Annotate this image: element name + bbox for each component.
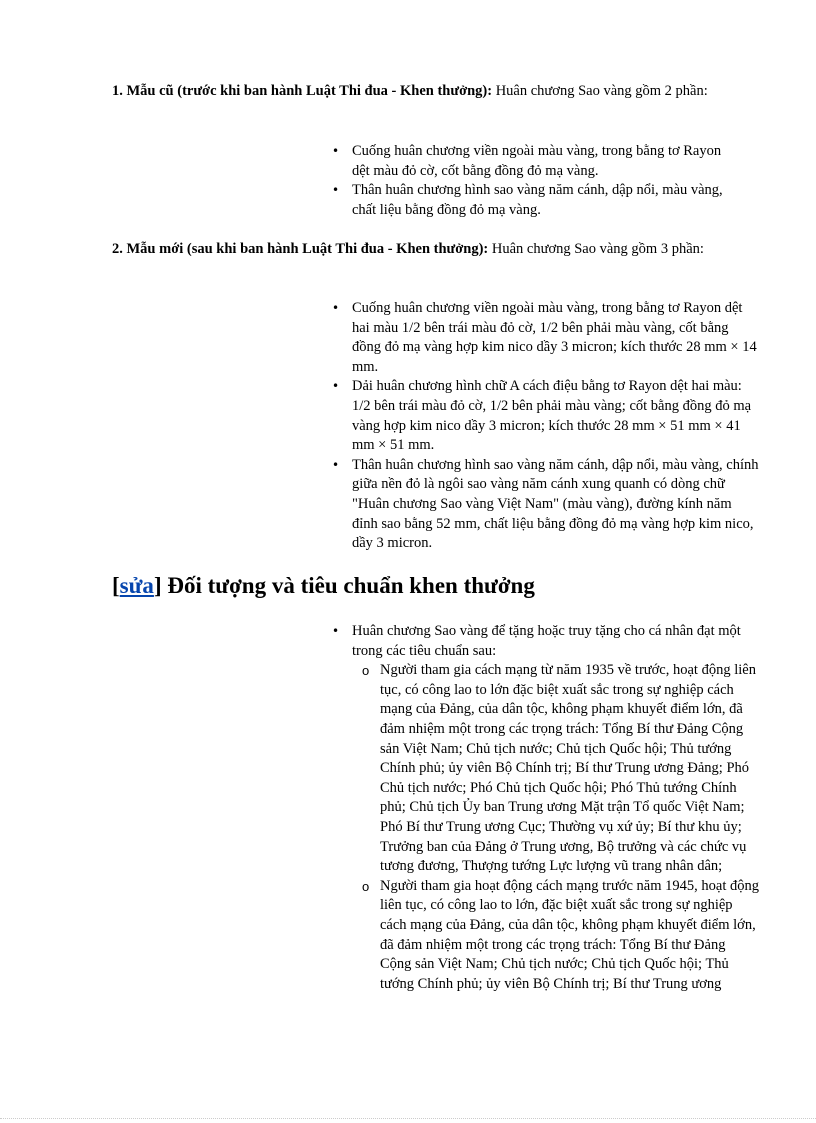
section-title: Đối tượng và tiêu chuẩn khen thưởng xyxy=(161,573,535,598)
criteria-sublist xyxy=(360,661,760,994)
new-design-paragraph xyxy=(112,240,744,260)
sub-list-item: o Người tham gia hoạt động cách mạng trước năm 1945, hoạt động liên tục, có công lao to lớn, đặc biệt xuất sắc trong sự nghiệp cách mạng của Đảng, của dân tộc, không phạm khuyết điểm lớn, đã đảm nhiệm một trong các trọng trách: Tổng Bí thư Đảng Cộng sản Việt Nam; Chủ tịch nước; Chủ tịch Quốc hội; Thủ tướng Chính phủ; ủy viên Bộ Chính trị; Bí thư Trung ương xyxy=(360,877,760,995)
bracket-open: [ xyxy=(112,573,120,598)
bracket-close: ] xyxy=(153,573,162,598)
criteria-list xyxy=(330,622,760,994)
criteria-intro: Huân chương Sao vàng để tặng hoặc truy tặng cho cá nhân đạt một trong các tiêu chuẩn sau: xyxy=(352,623,741,659)
list-item: • Cuống huân chương viền ngoài màu vàng, trong bằng tơ Rayon dệt màu đỏ cờ, cốt bằng đồng đỏ mạ vàng. xyxy=(330,142,730,181)
old-design-list xyxy=(330,142,730,220)
page-bottom-divider xyxy=(0,1118,816,1119)
new-design-heading: 2. Mẫu mới (sau khi ban hành Luật Thi đua - Khen thưởng): xyxy=(112,241,489,257)
old-design-heading: 1. Mẫu cũ (trước khi ban hành Luật Thi đua - Khen thưởng): xyxy=(112,83,493,99)
old-design-paragraph xyxy=(112,82,744,102)
old-design-text: Huân chương Sao vàng gồm 2 phần: xyxy=(492,83,708,99)
list-item xyxy=(330,622,760,994)
list-item: • Thân huân chương hình sao vàng năm cánh, dập nổi, màu vàng, chất liệu bằng đồng đỏ mạ vàng. xyxy=(330,181,730,220)
list-item: • Cuống huân chương viền ngoài màu vàng, trong bằng tơ Rayon dệt hai màu 1/2 bên trái màu đỏ cờ, 1/2 bên phải màu vàng, cốt bằng đồng đỏ mạ vàng hợp kim nico dầy 3 micron; kích thước 28 mm × 14 mm. xyxy=(330,299,760,377)
new-design-text: Huân chương Sao vàng gồm 3 phần: xyxy=(488,241,704,257)
list-item: • Dải huân chương hình chữ A cách điệu bằng tơ Rayon dệt hai màu: 1/2 bên trái màu đỏ cờ, 1/2 bên phải màu vàng; cốt bằng đồng đỏ mạ vàng hợp kim nico dầy 3 micron; kích thước 28 mm × 51 mm × 41 mm × 51 mm. xyxy=(330,377,760,455)
edit-link[interactable]: sửa xyxy=(119,573,154,598)
new-design-list xyxy=(330,299,760,554)
section-heading xyxy=(112,570,535,602)
sub-list-item: o Người tham gia cách mạng từ năm 1935 về trước, hoạt động liên tục, có công lao to lớn đặc biệt xuất sắc trong sự nghiệp cách mạng của Đảng, của dân tộc, không phạm khuyết điểm lớn, đã đảm nhiệm một trong các trọng trách: Tổng Bí thư Đảng Cộng sản Việt Nam; Chủ tịch nước; Chủ tịch Quốc hội; Thủ tướng Chính phủ; ủy viên Bộ Chính trị; Bí thư Trung ương Đảng; Phó Chủ tịch nước; Phó Chủ tịch Quốc hội; Phó Thủ tướng Chính phủ; Chủ tịch Ủy ban Trung ương Mặt trận Tổ quốc Việt Nam; Phó Bí thư Trung ương Cục; Thường vụ xứ ủy; Bí thư khu ủy; Trưởng ban của Đảng ở Trung ương, Bộ trưởng và các chức vụ tương đương, Thượng tướng Lực lượng vũ trang nhân dân; xyxy=(360,661,760,877)
list-item: • Thân huân chương hình sao vàng năm cánh, dập nổi, màu vàng, chính giữa nền đỏ là ngôi sao vàng năm cánh xung quanh có dòng chữ "Huân chương Sao vàng Việt Nam" (màu vàng), đường kính năm đỉnh sao bằng 52 mm, chất liệu bằng đồng đỏ mạ vàng hợp kim nico, dầy 3 micron. xyxy=(330,456,760,554)
